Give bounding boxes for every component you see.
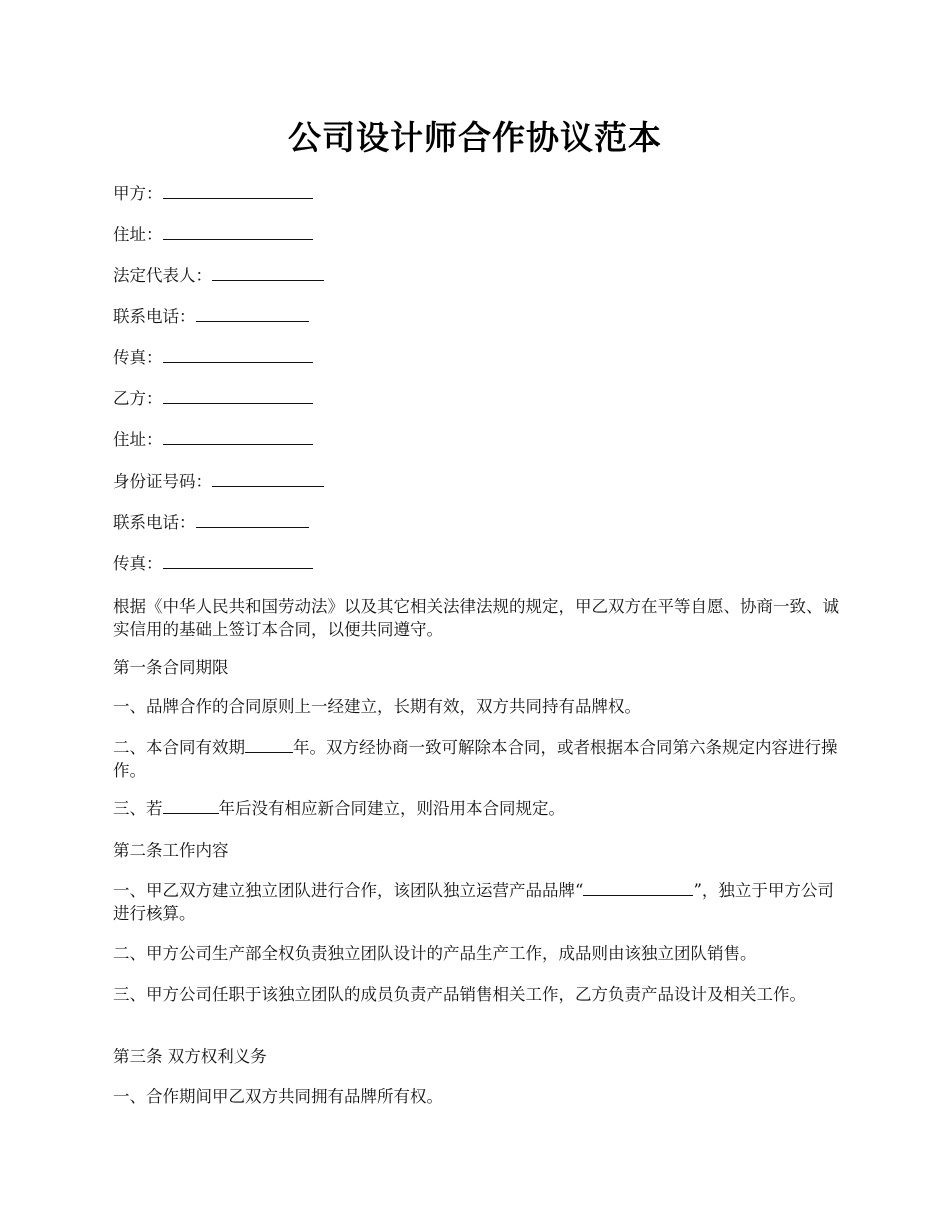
article1-item2-text-a: 二、本合同有效期 (113, 738, 245, 757)
article3-heading: 第三条 双方权利义务 (113, 1047, 267, 1066)
party-b-blank (163, 387, 313, 404)
party-b-id-label: 身份证号码： (113, 472, 212, 491)
article1-item2-text-b: 年。双方经协商一致可解除本合同，或者根据本合同第六条规定内容进行操作。 (113, 738, 838, 780)
article1-item3 (113, 797, 843, 820)
party-b-fax-label: 传真： (113, 554, 163, 573)
party-a-fax-blank (163, 346, 313, 363)
party-a-label: 甲方： (113, 184, 163, 203)
party-a-blank (163, 182, 313, 199)
article1-item2 (113, 736, 843, 782)
article2-heading: 第二条工作内容 (113, 841, 229, 860)
party-a-legal-rep-field (113, 264, 324, 287)
party-a-phone-field (113, 305, 309, 328)
party-a-phone-label: 联系电话： (113, 307, 196, 326)
party-a-fax-label: 传真： (113, 348, 163, 367)
party-a-fax-field (113, 346, 313, 369)
article2-item2: 二、甲方公司生产部全权负责独立团队设计的产品生产工作，成品则由该独立团队销售。 (113, 944, 757, 963)
contract-years-blank (245, 736, 293, 753)
party-b-address-field (113, 428, 313, 451)
article1-item1: 一、品牌合作的合同原则上一经建立，长期有效，双方共同持有品牌权。 (113, 697, 641, 716)
brand-name-blank (583, 879, 693, 896)
party-b-phone-blank (196, 511, 309, 528)
article2-item1-text-a: 一、甲乙双方建立独立团队进行合作，该团队独立运营产品品牌“ (113, 881, 584, 900)
party-a-field (113, 182, 313, 205)
document-title: 公司设计师合作协议范本 (288, 118, 662, 157)
preamble-paragraph: 根据《中华人民共和国劳动法》以及其它相关法律法规的规定，甲乙双方在平等自愿、协商一致、诚实信用的基础上签订本合同，以便共同遵守。 (113, 597, 839, 639)
party-b-fax-blank (163, 552, 313, 569)
party-a-address-field (113, 223, 313, 246)
party-b-id-blank (212, 470, 324, 487)
party-b-phone-field (113, 511, 309, 534)
party-b-fax-field (113, 552, 313, 575)
article1-item3-text-a: 三、若 (113, 799, 163, 818)
party-a-legal-rep-label: 法定代表人： (113, 266, 212, 285)
party-a-address-label: 住址： (113, 225, 163, 244)
article2-item1 (113, 879, 843, 925)
article1-item3-text-b: 年后没有相应新合同建立，则沿用本合同规定。 (218, 799, 565, 818)
party-b-id-field (113, 470, 324, 493)
party-b-field (113, 387, 313, 410)
party-b-label: 乙方： (113, 389, 163, 408)
article1-heading: 第一条合同期限 (113, 658, 229, 677)
party-b-address-label: 住址： (113, 430, 163, 449)
party-b-address-blank (163, 428, 313, 445)
party-a-legal-rep-blank (212, 264, 324, 281)
party-b-phone-label: 联系电话： (113, 513, 196, 532)
party-a-phone-blank (196, 305, 309, 322)
article2-item3: 三、甲方公司任职于该独立团队的成员负责产品销售相关工作，乙方负责产品设计及相关工作。 (113, 985, 806, 1004)
article3-item1: 一、合作期间甲乙双方共同拥有品牌所有权。 (113, 1087, 443, 1106)
party-a-address-blank (163, 223, 313, 240)
renewal-years-blank (163, 797, 219, 814)
article2-item1-text-b: ”，独立于甲方公司进行核算。 (113, 881, 834, 923)
